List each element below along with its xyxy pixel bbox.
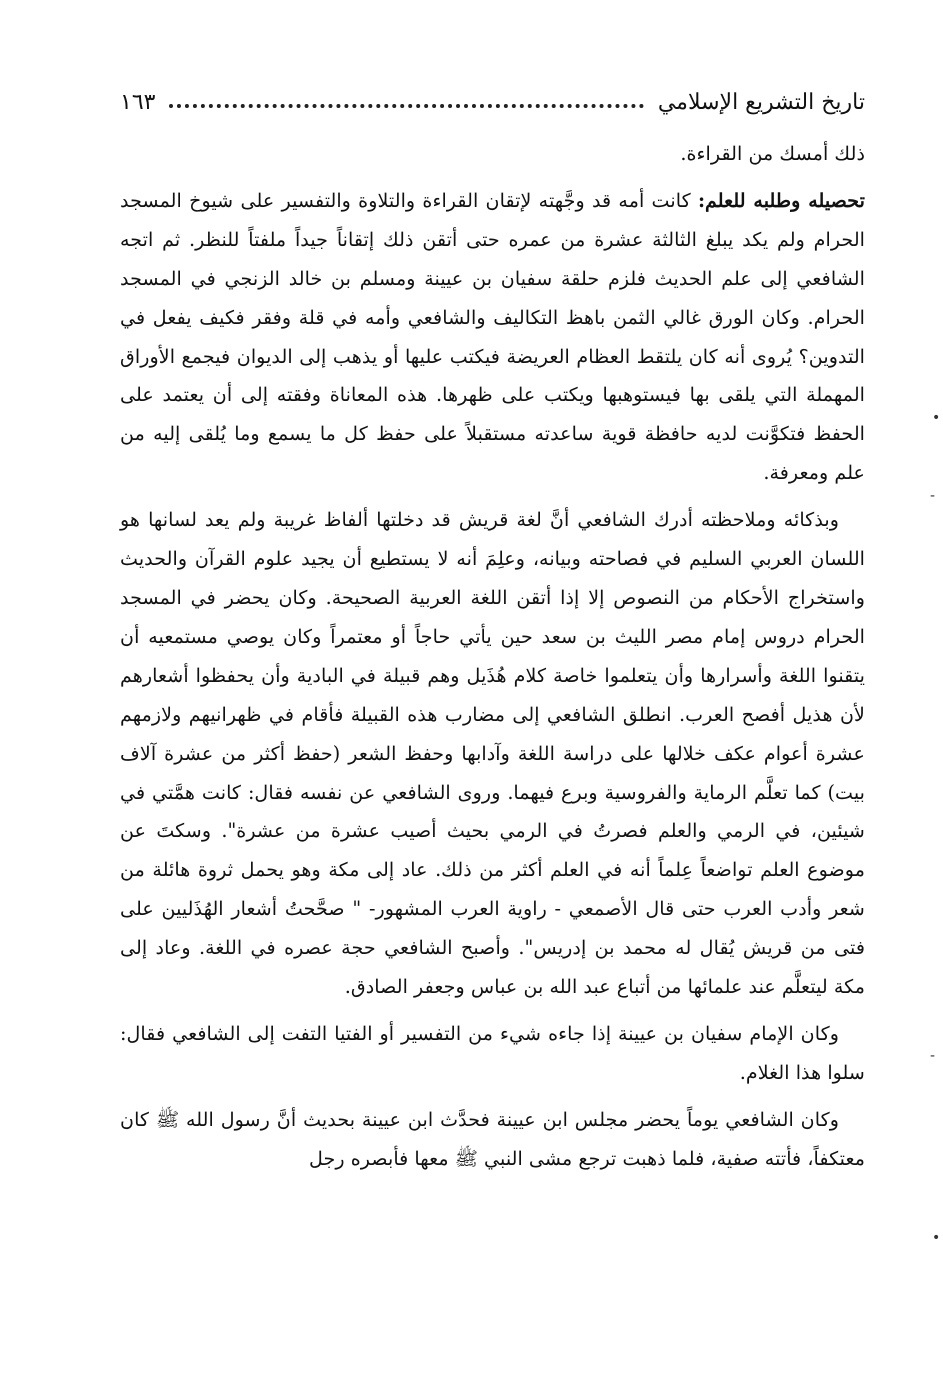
scan-mark: - bbox=[930, 1048, 936, 1064]
paragraph-text: كانت أمه قد وجَّهته لإتقان القراءة والتلاوة والتفسير على شيوخ المسجد الحرام ولم يكد يبلغ الثالثة عشرة من عمره حتى أتقن ذلك إتقاناً جيداً ملفتاً للنظر. ثم اتجه الشافعي إلى علم الحديث فلزم حلقة سفيان بن عيينة ومسلم بن خالد الزنجي في المسجد الحرام. وكان الورق غالي الثمن باهظ التكاليف والشافعي وأمه في قلة وفقر فكيف يفعل في التدوين؟ يُروى أنه كان يلتقط العظام العريضة فيكتب عليها أو يذهب إلى الديوان فيجمع الأوراق المهملة التي يلقى بها فيستوهبها ويكتب على ظهرها. هذه المعاناة وفقته إلى أن يعتمد على الحفظ فتكوَّنت لديه حافظة قوية ساعدته مستقبلاً على حفظ كل ما يسمع وما يُلقى إليه من علم ومعرفة. bbox=[120, 188, 865, 485]
body-text bbox=[120, 135, 865, 1179]
running-header bbox=[120, 80, 865, 124]
paragraph-text: ذلك أمسك من القراءة. bbox=[680, 142, 865, 165]
paragraph-text: وبذكائه وملاحظته أدرك الشافعي أنَّ لغة قريش قد دخلتها ألفاظ غريبة ولم يعد لسانها هو اللسان العربي السليم في فصاحته وبيانه، وعلِمَ أنه لا يستطيع أن يجيد علوم القرآن والحديث واستخراج الأحكام من النصوص إلا إذا أتقن اللغة العربية الصحيحة. وكان يحضر في المسجد الحرام دروس إمام مصر الليث بن سعد حين يأتي حاجاً أو معتمراً وكان يوصي مستمعيه أن يتقنوا اللغة وأسرارها وأن يتعلموا خاصة كلام هُذَيل وهم قبيلة في البادية وأن يحفظوا أشعارهم لأن هذيل أفصح العرب. انطلق الشافعي إلى مضارب هذه القبيلة فأقام في ظهرانيهم ولازمهم عشرة أعوام عكف خلالها على دراسة اللغة وآدابها وحفظ الشعر (حفظ أكثر من عشرة آلاف بيت) كما تعلَّم الرماية والفروسية وبرع فيهما. وروى الشافعي عن نفسه فقال: كانت همَّتي في شيئين، في الرمي والعلم فصرتُ في الرمي بحيث أصيب عشرة من عشرة". وسكتَ عن موضوع العلم تواضعاً عِلماً أنه في العلم أكثر من ذلك. عاد إلى مكة وهو يحمل ثروة هائلة من شعر وأدب العرب حتى قال الأصمعي - راوية العرب المشهور- " صحَّحتُ أشعار الهُذَليين على فتى من قريش يُقال له محمد بن إدريس". وأصبح الشافعي حجة عصره في اللغة. وعاد إلى مكة ليتعلَّم عند علمائها من أتباع عبد الله بن عباس وجعفر الصادق. bbox=[120, 508, 865, 999]
paragraph-2 bbox=[120, 182, 865, 493]
scan-mark: • bbox=[932, 410, 941, 426]
paragraph-1 bbox=[120, 135, 865, 174]
scan-mark: • bbox=[932, 1230, 941, 1246]
header-title: تاريخ التشريع الإسلامي bbox=[657, 89, 865, 115]
paragraph-3 bbox=[120, 501, 865, 1007]
section-heading: تحصيله وطلبه للعلم: bbox=[697, 188, 866, 212]
scan-mark: - bbox=[930, 488, 936, 504]
paragraph-4 bbox=[120, 1015, 865, 1093]
page-number: ١٦٣ bbox=[120, 89, 156, 115]
header-dot-leader bbox=[169, 104, 643, 108]
paragraph-5 bbox=[120, 1101, 865, 1179]
paragraph-text: وكان الشافعي يوماً يحضر مجلس ابن عيينة فحدَّث ابن عيينة بحديث أنَّ رسول الله ﷺ كان معتكفاً، فأتته صفية، فلما ذهبت ترجع مشى النبي ﷺ معها فأبصره رجل bbox=[120, 1107, 865, 1170]
paragraph-text: وكان الإمام سفيان بن عيينة إذا جاءه شيء من التفسير أو الفتيا التفت إلى الشافعي فقال: سلوا هذا الغلام. bbox=[120, 1021, 865, 1084]
